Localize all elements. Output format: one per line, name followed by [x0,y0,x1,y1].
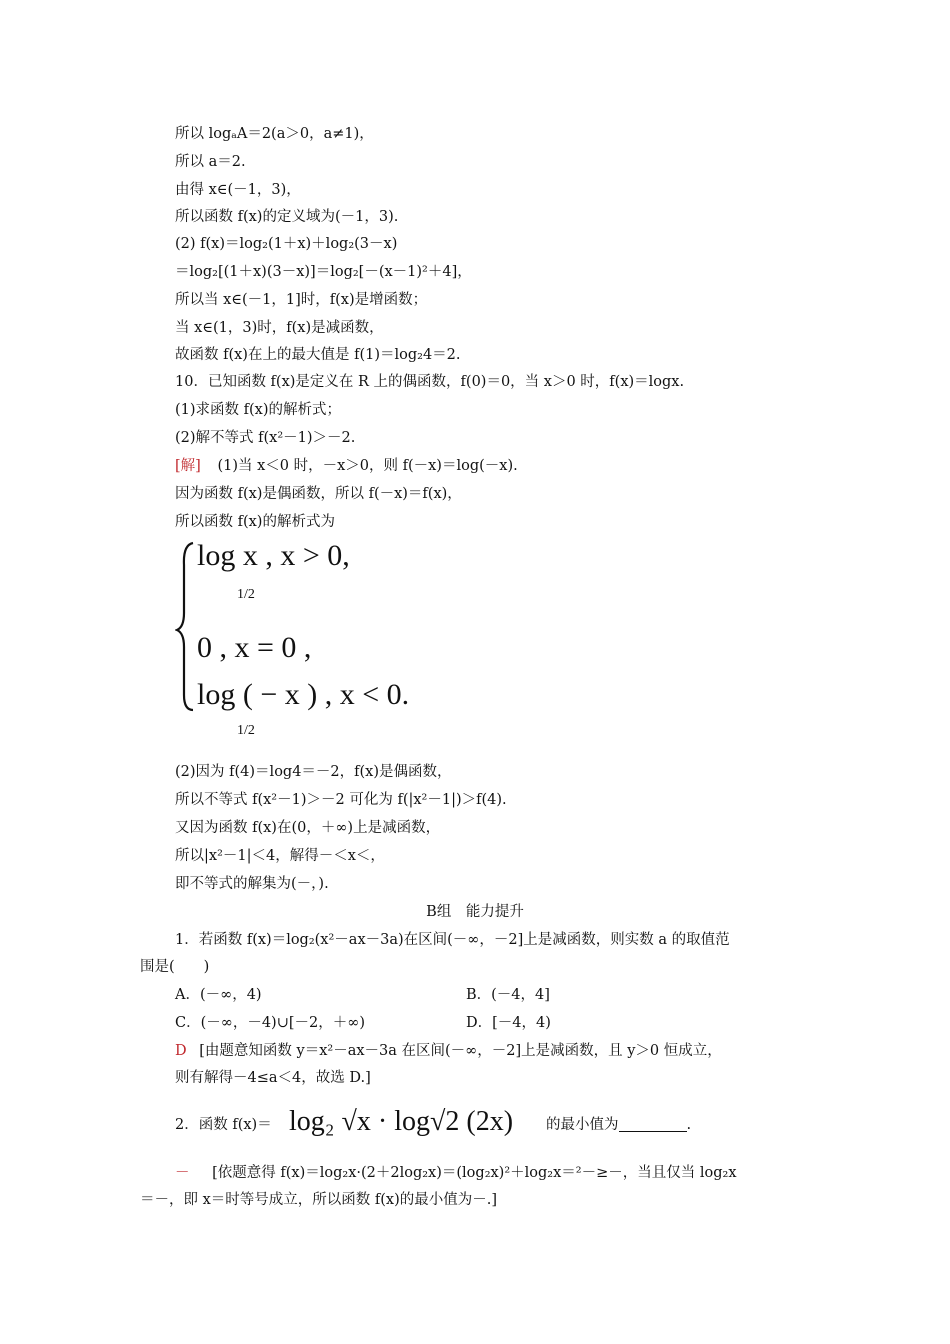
text-line: 所以 a＝2. [175,154,246,170]
text-line: 即不等式的解集为(－，). [175,876,329,892]
log-base: 1/2 [237,587,255,602]
solution-line [175,456,518,476]
piecewise-row-2: 0 , x = 0 , [197,631,312,664]
option-c: C．(－∞，－4)∪[－2，＋∞) [175,1015,365,1031]
text-line: 又因为函数 f(x)在(0，＋∞)上是减函数， [175,820,441,836]
text-line: ＝log₂[(1＋x)(3－x)]＝log₂[－(x－1)²＋4]， [175,264,472,280]
question-2-suffix-text: 的最小值为 [546,1117,619,1133]
option-d: D．[－4，4) [466,1015,551,1031]
text-line: (2)因为 f(4)＝log4＝－2，f(x)是偶函数， [175,764,452,780]
text-line: 所以函数 f(x)的解析式为 [175,514,335,530]
question-1-stem: 1．若函数 f(x)＝log₂(x²－ax－3a)在区间(－∞，－2]上是减函数，则实数 a 的取值范 [175,932,730,948]
text-line: 所以不等式 f(x²－1)＞－2 可化为 f(|x²－1|)＞f(4). [175,792,507,808]
piecewise-row-3: log ( − x ) , x < 0. [197,678,410,711]
text-line: 所以|x²－1|＜4，解得－＜x＜， [175,848,385,864]
question-10-part2: (2)解不等式 f(x²－1)＞－2. [175,430,356,446]
text-line: 所以函数 f(x)的定义域为(－1，3). [175,209,399,225]
log-base: 1/2 [237,723,255,738]
question-10-part1: (1)求函数 f(x)的解析式； [175,402,342,418]
explanation-text-cont: ＝－，即 x＝时等号成立，所以函数 f(x)的最小值为－.] [140,1192,498,1208]
text-line: 因为函数 f(x)是偶函数，所以 f(－x)＝f(x)， [175,486,462,502]
section-title: B组 能力提升 [426,904,524,920]
explanation-text-cont: 则有解得－4≤a＜4，故选 D.] [175,1070,371,1086]
explanation-text: [由题意知函数 y＝x²－ax－3a 在区间(－∞，－2]上是减函数，且 y＞0 恒成立， [199,1043,722,1059]
question-10-stem: 10．已知函数 f(x)是定义在 R 上的偶函数，f(0)＝0，当 x＞0 时，f(x)＝logx. [175,374,685,390]
question-1-stem-cont: 围是( ) [140,959,210,975]
answer-value: － [175,1165,190,1181]
question-2-formula: log₂ √x · log√2 (2x) [289,1106,514,1137]
piecewise-row-1: log x , x > 0, [197,539,350,572]
solution-tag: [解] [175,458,201,474]
text-line: (2) f(x)＝log₂(1＋x)＋log₂(3－x) [175,236,398,252]
text-line: 故函数 f(x)在上的最大值是 f(1)＝log₂4＝2. [175,347,461,363]
explanation-text: [依题意得 f(x)＝log₂x·(2＋2log₂x)＝(log₂x)²＋log₂x＝²－≥－，当且仅当 log₂x [212,1165,737,1181]
text-line: 当 x∈(1，3)时，f(x)是减函数， [175,320,384,336]
option-a: A．(－∞，4) [175,987,262,1003]
option-b: B．(－4，4] [466,987,550,1003]
text-line: 由得 x∈(－1，3)， [175,182,301,198]
solution-text: (1)当 x＜0 时，－x＞0，则 f(－x)＝log(－x). [217,458,518,474]
answer-letter: D [175,1043,187,1059]
text-line: 所以 logₐA＝2(a＞0，a≠1)， [175,126,374,142]
answer-blank [619,1117,687,1132]
question-2-prefix: 2．函数 f(x)＝ [175,1117,272,1133]
answer-explanation-1 [175,1041,722,1061]
piecewise-function [175,535,445,760]
question-2-end: . [686,1117,692,1133]
text-line: 所以当 x∈(－1，1]时，f(x)是增函数； [175,292,428,308]
answer-explanation-2 [175,1163,737,1183]
question-2-suffix [546,1115,691,1135]
